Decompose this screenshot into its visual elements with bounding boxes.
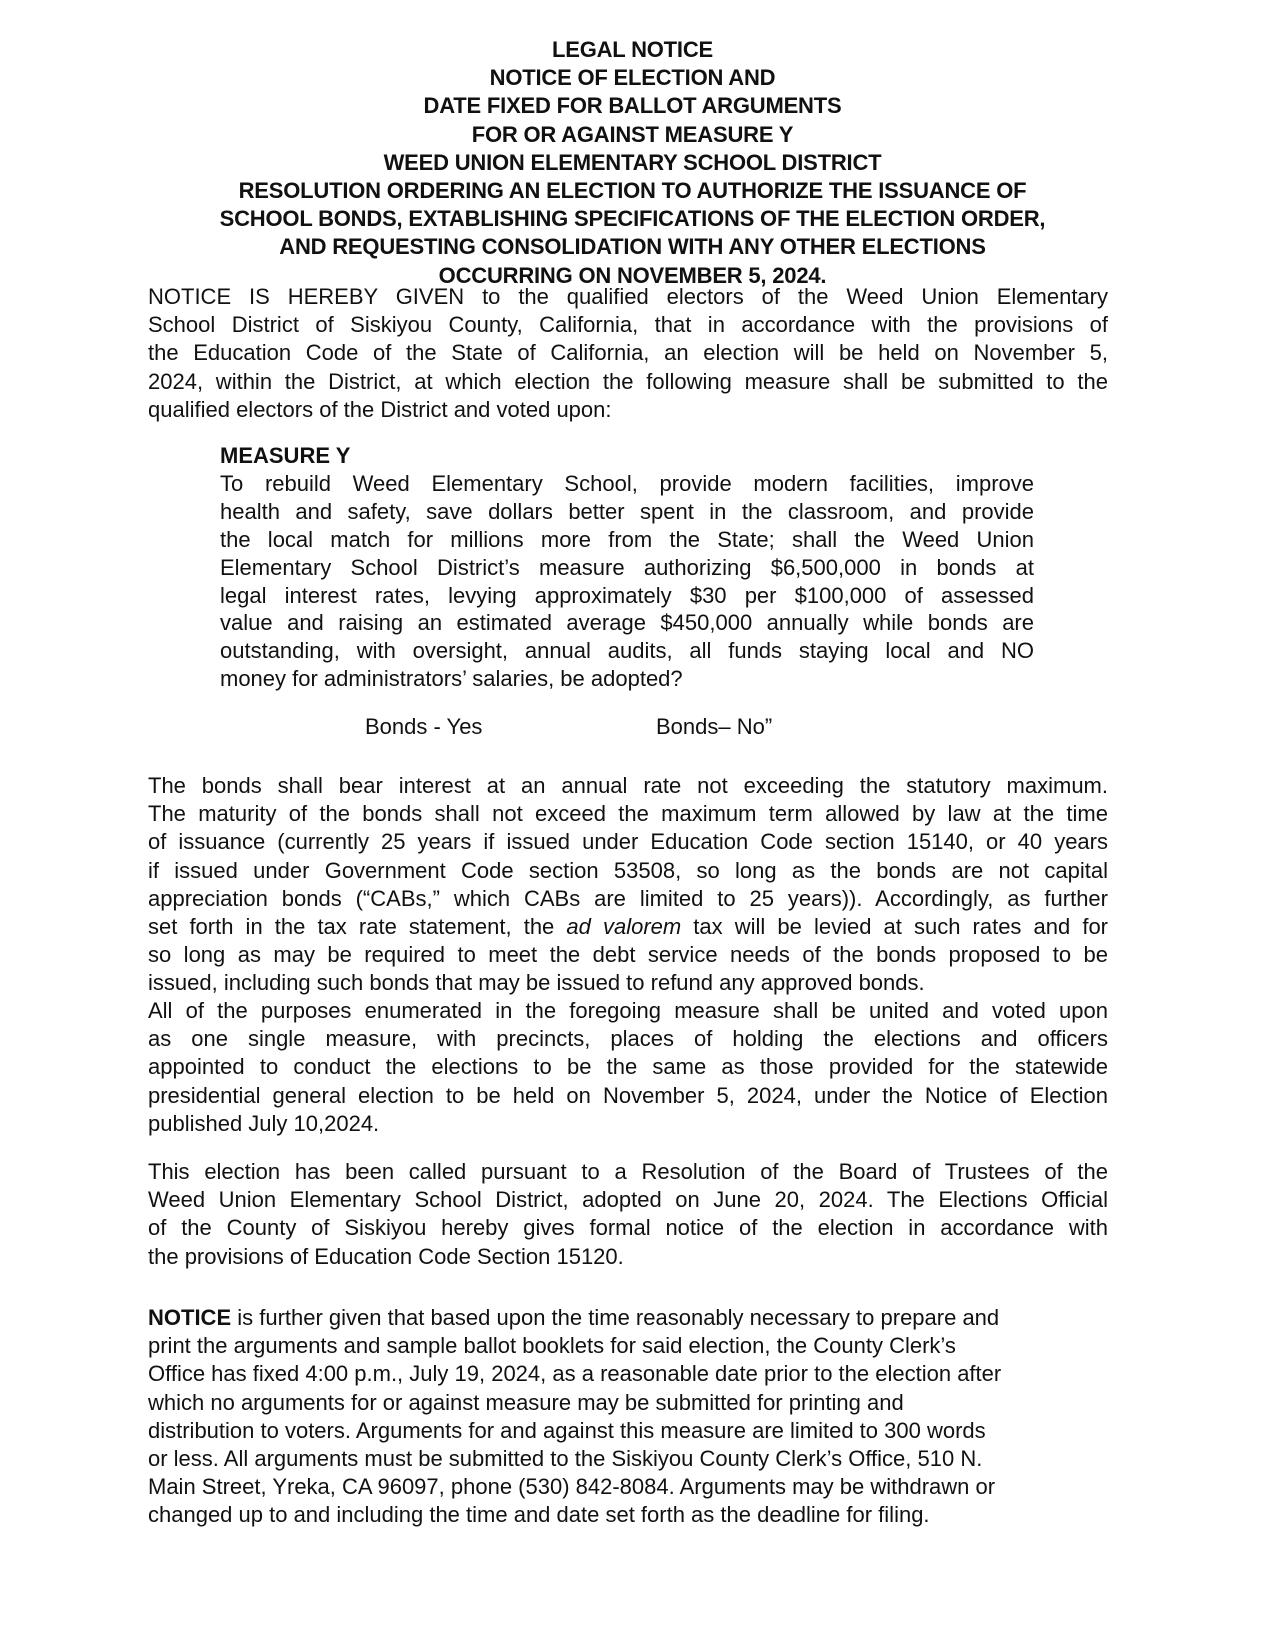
heading-line-resolution: RESOLUTION ORDERING AN ELECTION TO AUTHORIZE THE ISSUANCE OF — [238, 178, 1027, 204]
notice-lead: NOTICE — [148, 1305, 232, 1330]
deadline-line: which no arguments for or against measure may be submitted for printing and — [148, 1389, 904, 1415]
measure-line: money for administrators’ salaries, be adopted? — [220, 666, 683, 692]
heading-line-date-fixed: DATE FIXED FOR BALLOT ARGUMENTS — [423, 93, 842, 119]
purposes-line: appointed to conduct the elections to be the same as those provided for the statewide — [148, 1054, 1108, 1080]
heading-line-measure: FOR OR AGAINST MEASURE Y — [471, 121, 794, 147]
measure-line: legal interest rates, levying approximately $30 per $100,000 of assessed — [220, 582, 1034, 608]
bonds-paragraph — [148, 772, 1108, 998]
deadline-line: Main Street, Yreka, CA 96097, phone (530) 842-8084. Arguments may be withdrawn or — [148, 1474, 996, 1500]
bonds-line: of issuance (currently 25 years if issued under Education Code section 15140, or 40 years — [148, 829, 1108, 855]
measure-line: To rebuild Weed Elementary School, provide modern facilities, improve — [220, 470, 1034, 496]
measure-block — [220, 442, 1034, 693]
heading-line-legal-notice: LEGAL NOTICE — [552, 37, 713, 62]
bonds-line-ad-valorem — [148, 913, 1108, 941]
heading-line-notice-of-election: NOTICE OF ELECTION AND — [489, 65, 776, 91]
ballot-option-yes: Bonds - Yes — [365, 714, 483, 739]
deadline-line: changed up to and including the time and date set forth as the deadline for filing. — [148, 1502, 930, 1528]
bonds-line-text: tax will be levied at such rates and for — [681, 914, 1109, 940]
intro-paragraph — [148, 283, 1108, 424]
resolution-line: the provisions of Education Code Section 15120. — [148, 1243, 624, 1269]
bonds-line: The maturity of the bonds shall not exceed the maximum term allowed by law at the time — [148, 801, 1108, 827]
purposes-line: All of the purposes enumerated in the foregoing measure shall be united and voted upon — [148, 998, 1108, 1023]
bonds-line: so long as may be required to meet the debt service needs of the bonds proposed to be — [148, 942, 1108, 968]
heading-line-election-date: OCCURRING ON NOVEMBER 5, 2024. — [438, 262, 827, 288]
measure-title: MEASURE Y — [220, 443, 351, 468]
deadline-line: Office has fixed 4:00 p.m., July 19, 2024, as a reasonable date prior to the election after — [148, 1361, 1002, 1387]
ad-valorem-term: ad valorem — [566, 914, 682, 940]
deadline-line-text: is further given that based upon the time reasonably necessary to prepare and — [231, 1305, 1000, 1330]
purposes-line: presidential general election to be held on November 5, 2024, under the Notice of Election — [148, 1082, 1108, 1108]
purposes-line: as one single measure, with precincts, places of holding the elections and officers — [148, 1026, 1108, 1052]
bonds-line: The bonds shall bear interest at an annual rate not exceeding the statutory maximum. — [148, 773, 1108, 798]
intro-line: qualified electors of the District and voted upon: — [148, 396, 612, 422]
intro-line: the Education Code of the State of California, an election will be held on November 5, — [148, 340, 1108, 366]
deadline-line: print the arguments and sample ballot booklets for said election, the County Clerk’s — [148, 1333, 956, 1359]
deadline-line: or less. All arguments must be submitted to the Siskiyou County Clerk’s Office, 510 N. — [148, 1446, 983, 1472]
resolution-line: This election has been called pursuant to a Resolution of the Board of Trustees of the — [148, 1159, 1108, 1184]
deadline-line-first — [148, 1304, 1108, 1332]
heading-line-consolidation: AND REQUESTING CONSOLIDATION WITH ANY OTHER ELECTIONS — [279, 234, 986, 260]
bonds-line: issued, including such bonds that may be issued to refund any approved bonds. — [148, 970, 925, 996]
heading-line-district: WEED UNION ELEMENTARY SCHOOL DISTRICT — [383, 149, 882, 175]
resolution-paragraph — [148, 1158, 1108, 1271]
measure-line: outstanding, with oversight, annual audits, all funds staying local and NO — [220, 638, 1034, 664]
resolution-line: of the County of Siskiyou hereby gives formal notice of the election in accordance with — [148, 1215, 1108, 1241]
notice-heading — [140, 36, 1125, 290]
purposes-paragraph — [148, 997, 1108, 1138]
measure-line: health and safety, save dollars better spent in the classroom, and provide — [220, 498, 1034, 524]
bonds-line-text: set forth in the tax rate statement, the — [148, 914, 567, 940]
heading-line-school-bonds: SCHOOL BONDS, EXTABLISHING SPECIFICATIONS OF THE ELECTION ORDER, — [219, 206, 1046, 232]
deadline-paragraph — [148, 1304, 1108, 1530]
ballot-options — [0, 714, 1265, 744]
bonds-line: appreciation bonds (“CABs,” which CABs are limited to 25 years)). Accordingly, as further — [148, 885, 1108, 911]
bonds-line: if issued under Government Code section 53508, so long as the bonds are not capital — [148, 857, 1108, 883]
purposes-line: published July 10,2024. — [148, 1110, 380, 1136]
resolution-line: Weed Union Elementary School District, adopted on June 20, 2024. The Elections Official — [148, 1187, 1108, 1213]
deadline-line: distribution to voters. Arguments for and against this measure are limited to 300 words — [148, 1417, 986, 1443]
intro-line: NOTICE IS HEREBY GIVEN to the qualified electors of the Weed Union Elementary — [148, 284, 1108, 309]
measure-line: Elementary School District’s measure authorizing $6,500,000 in bonds at — [220, 554, 1034, 580]
measure-line: the local match for millions more from the State; shall the Weed Union — [220, 526, 1034, 552]
intro-line: School District of Siskiyou County, California, that in accordance with the provisions of — [148, 312, 1108, 338]
ballot-option-no: Bonds– No” — [656, 714, 773, 739]
intro-line: 2024, within the District, at which election the following measure shall be submitted to the — [148, 368, 1108, 394]
measure-line: value and raising an estimated average $450,000 annually while bonds are — [220, 610, 1034, 636]
